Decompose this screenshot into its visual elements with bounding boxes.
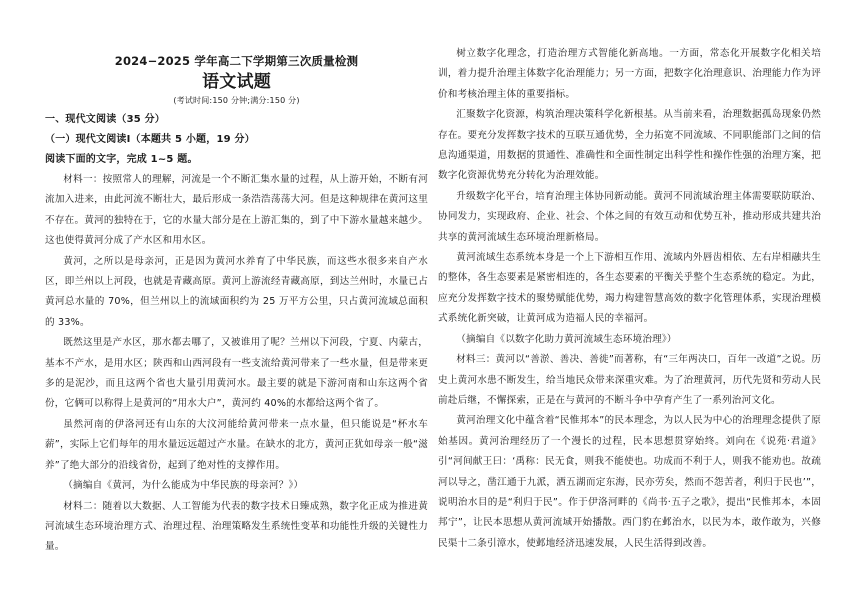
paragraph: 汇聚数字化资源，构筑治理决策科学化新根基。从当前来看，治理数据孤岛现象仍然存在。要充分发挥数字技术的互联互通优势，全力拓宽不同流域、不同职能部门之间的信息沟通渠道，用数据的贯通性、准确性和全面性制定出科学性和操作性强的治理方案，把数字化资源优势充分转化为治理效能。 — [438, 109, 821, 182]
paragraph: 黄河治理文化中蕴含着“民惟邦本”的民本理念，为以人民为中心的治理理念提供了原始基因。黄河治理经历了一个漫长的过程，民本思想贯穿始终。刘向在《说苑·君道》引“河间献王曰：‘禹称：民无食，则我不能使也。功成而不利于人，则我不能劝也。故疏河以导之，凿江通于九派，洒五湖而定东海，民亦劳矣，然而不怨苦者，利归于民也’”，说明治水目的是“利归于民”。作于伊洛河畔的《尚书·五子之歌》，提出“民惟邦本，本固邦宁”，让民本思想从黄河流域开始播散。西门豹在邺治水，以民为本，敢作敢为，兴修民渠十二条引漳水，使邺地经济迅速发展，人民生活得到改善。 — [438, 415, 821, 549]
exam-note: (考试时间:150 分钟;满分:150 分) — [173, 96, 300, 105]
paragraph: 升级数字化平台，培育治理主体协同新动能。黄河不同流域治理主体需要联防联治、协同发力，实现政府、企业、社会、个体之间的有效互动和优势互补，推动形成共建共治共享的黄河流域生态环境治理新格局。 — [438, 190, 821, 243]
paragraph: 材料一：按照常人的理解，河流是一个不断汇集水量的过程，从上游开始，不断有河流加入进来，由此河流不断壮大，最后形成一条浩浩荡荡大河。但是这种规律在黄河这里不存在。黄河的独特在于，它的水量大部分是在上游汇集的，到了中下游水量越来越少。这也使得黄河分成了产水区和用水区。 — [45, 174, 428, 247]
paragraph: 既然这里是产水区，那水都去哪了，又被谁用了呢？兰州以下河段，宁夏、内蒙古，基本不产水，是用水区；陕西和山西河段有一些支流给黄河带来了一些水量，但是带来更多的是泥沙，而且这两个省也大量引用黄河水。最主要的就是下游河南和山东这两个省份，它俩可以称得上是黄河的“用水大户”，黄河约 40%的水都给这两个省了。 — [45, 337, 428, 410]
paragraph: 黄河流域生态系统本身是一个上下游相互作用、流域内外唇齿相依、左右岸相融共生的整体，各生态要素是紧密相连的，各生态要素的平衡关乎整个生态系统的稳定。为此，应充分发挥数字技术的聚势赋能优势，竭力构建智慧高效的数字化管理体系，实现治理模式系统化新突破，让黄河成为造福人民的幸福河。 — [438, 252, 821, 325]
source-note: （摘编自《黄河，为什么能成为中华民族的母亲河？》） — [63, 480, 304, 492]
instruction: 阅读下面的文字，完成 1~5 题。 — [45, 154, 198, 165]
left-column — [45, 44, 428, 558]
paragraph: 材料二：随着以大数据、人工智能为代表的数字技术日臻成熟，数字化正成为推进黄河流域生态环境治理方式、治理过程、治理策略发生系统性变革和功能性升级的关键性力量。 — [45, 500, 428, 553]
subject-title: 语文试题 — [202, 72, 271, 92]
paragraph: 材料三：黄河以“善淤、善决、善徙”而著称，有“三年两决口，百年一改道”之说。历史上黄河水患不断发生，给当地民众带来深重灾难。为了治理黄河，历代先贤和劳动人民前赴后继，不懈探索，正是在与黄河的不断斗争中孕育产生了一系列治河文化。 — [438, 354, 821, 406]
paragraph: 树立数字化理念，打造治理方式智能化新高地。一方面，常态化开展数字化相关培训，着力提升治理主体数字化治理能力；另一方面，把数字化治理意识、治理能力作为评价和考核治理主体的重要指标。 — [438, 48, 821, 100]
source-note: （摘编自《以数字化助力黄河流域生态环境治理》） — [456, 333, 677, 345]
exam-title: 2024−2025 学年高二下学期第三次质量检测 — [114, 54, 359, 68]
right-column — [438, 44, 821, 554]
paragraph: 虽然河南的伊洛河还有山东的大汶河能给黄河带来一点水量，但只能说是“杯水车薪”，实际上它们每年的用水量远远超过产水量。在缺水的北方，黄河正犹如母亲一般“滋养”了绝大部分的沿线省份，起到了绝对性的支撑作用。 — [45, 418, 428, 471]
section-heading: 一、现代文阅读（35 分） — [45, 114, 165, 125]
paragraph: 黄河，之所以是母亲河，正是因为黄河水养育了中华民族，而这些水很多来自产水区，即兰州以上河段，也就是青藏高原。黄河上游流经青藏高原，到达兰州时，水量已占黄河总水量的 70%，但兰州以上的流域面积约为 25 万平方公里，只占黄河流域总面积的 33%。 — [45, 255, 428, 328]
subsection-heading: （一）现代文阅读Ⅰ（本题共 5 小题，19 分） — [45, 134, 255, 145]
